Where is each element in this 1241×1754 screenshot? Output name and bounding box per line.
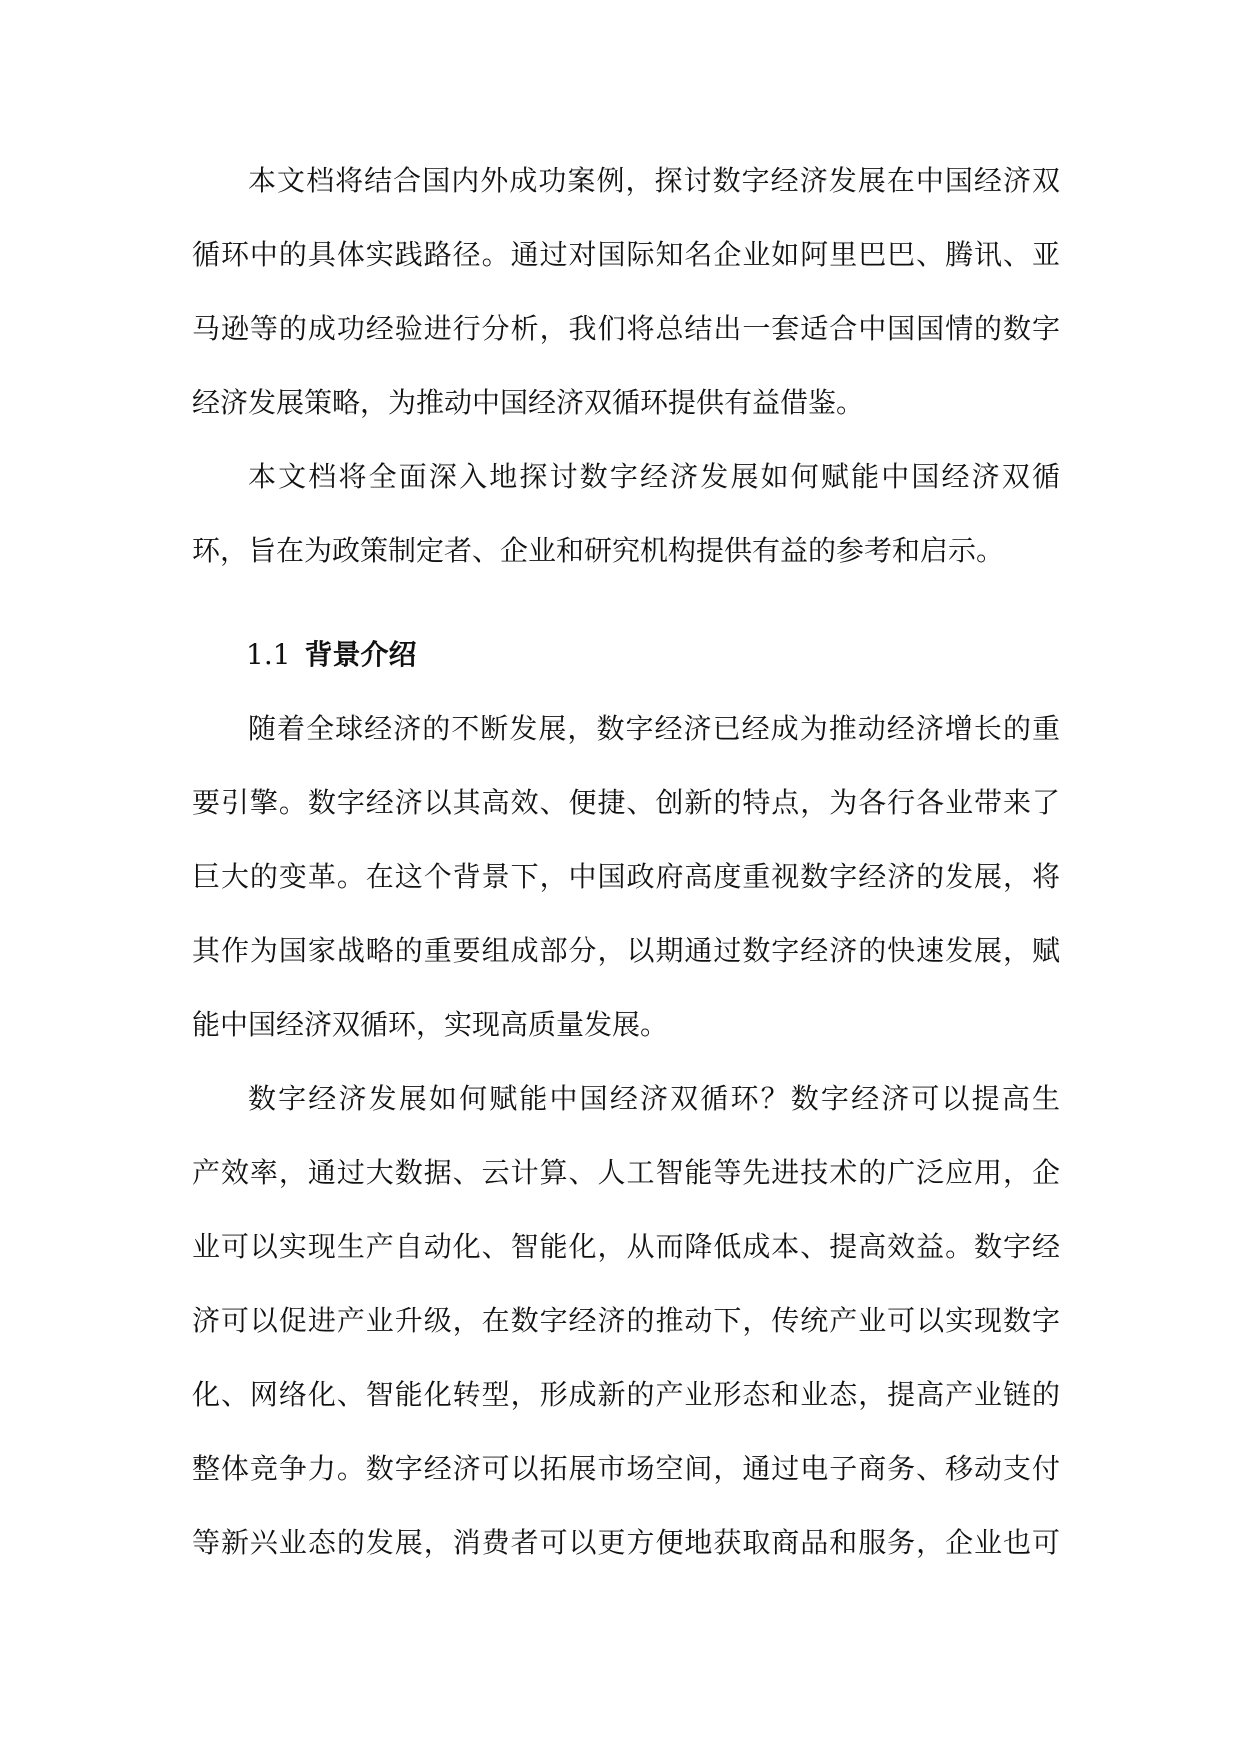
paragraph-line: 产效率，通过大数据、云计算、人工智能等先进技术的广泛应用，企 [192,1156,1060,1189]
paragraph-case-studies [192,144,1060,440]
paragraph-line: 巨大的变革。在这个背景下，中国政府高度重视数字经济的发展，将 [192,860,1060,893]
section-heading [192,618,1060,692]
paragraph-line: 化、网络化、智能化转型，形成新的产业形态和业态，提高产业链的 [192,1378,1060,1411]
paragraph-line: 济可以促进产业升级，在数字经济的推动下，传统产业可以实现数字 [192,1304,1060,1337]
paragraph-line: 马逊等的成功经验进行分析，我们将总结出一套适合中国国情的数字 [192,312,1060,345]
paragraph-line: 数字经济发展如何赋能中国经济双循环？数字经济可以提高生 [248,1082,1060,1115]
paragraph-line: 业可以实现生产自动化、智能化，从而降低成本、提高效益。数字经 [192,1230,1060,1263]
section-number: 1.1 [246,638,291,671]
paragraph-line: 循环中的具体实践路径。通过对国际知名企业如阿里巴巴、腾讯、亚 [192,238,1060,271]
paragraph-purpose [192,440,1060,588]
paragraph-line: 能中国经济双循环，实现高质量发展。 [192,1008,669,1041]
paragraph-line: 本文档将结合国内外成功案例，探讨数字经济发展在中国经济双 [248,164,1060,197]
paragraph-line: 本文档将全面深入地探讨数字经济发展如何赋能中国经济双循 [248,460,1060,493]
document-body [192,144,1060,1580]
paragraph-line: 随着全球经济的不断发展，数字经济已经成为推动经济增长的重 [248,712,1060,745]
paragraph-empowerment [192,1062,1060,1580]
paragraph-line: 等新兴业态的发展，消费者可以更方便地获取商品和服务，企业也可 [192,1526,1060,1559]
paragraph-line: 要引擎。数字经济以其高效、便捷、创新的特点，为各行各业带来了 [192,786,1060,819]
paragraph-background [192,692,1060,1062]
paragraph-line: 整体竞争力。数字经济可以拓展市场空间，通过电子商务、移动支付 [192,1452,1060,1485]
paragraph-line: 环，旨在为政策制定者、企业和研究机构提供有益的参考和启示。 [192,534,1005,567]
section-title: 背景介绍 [304,638,417,671]
paragraph-line: 其作为国家战略的重要组成部分，以期通过数字经济的快速发展，赋 [192,934,1060,967]
paragraph-line: 经济发展策略，为推动中国经济双循环提供有益借鉴。 [192,386,865,419]
